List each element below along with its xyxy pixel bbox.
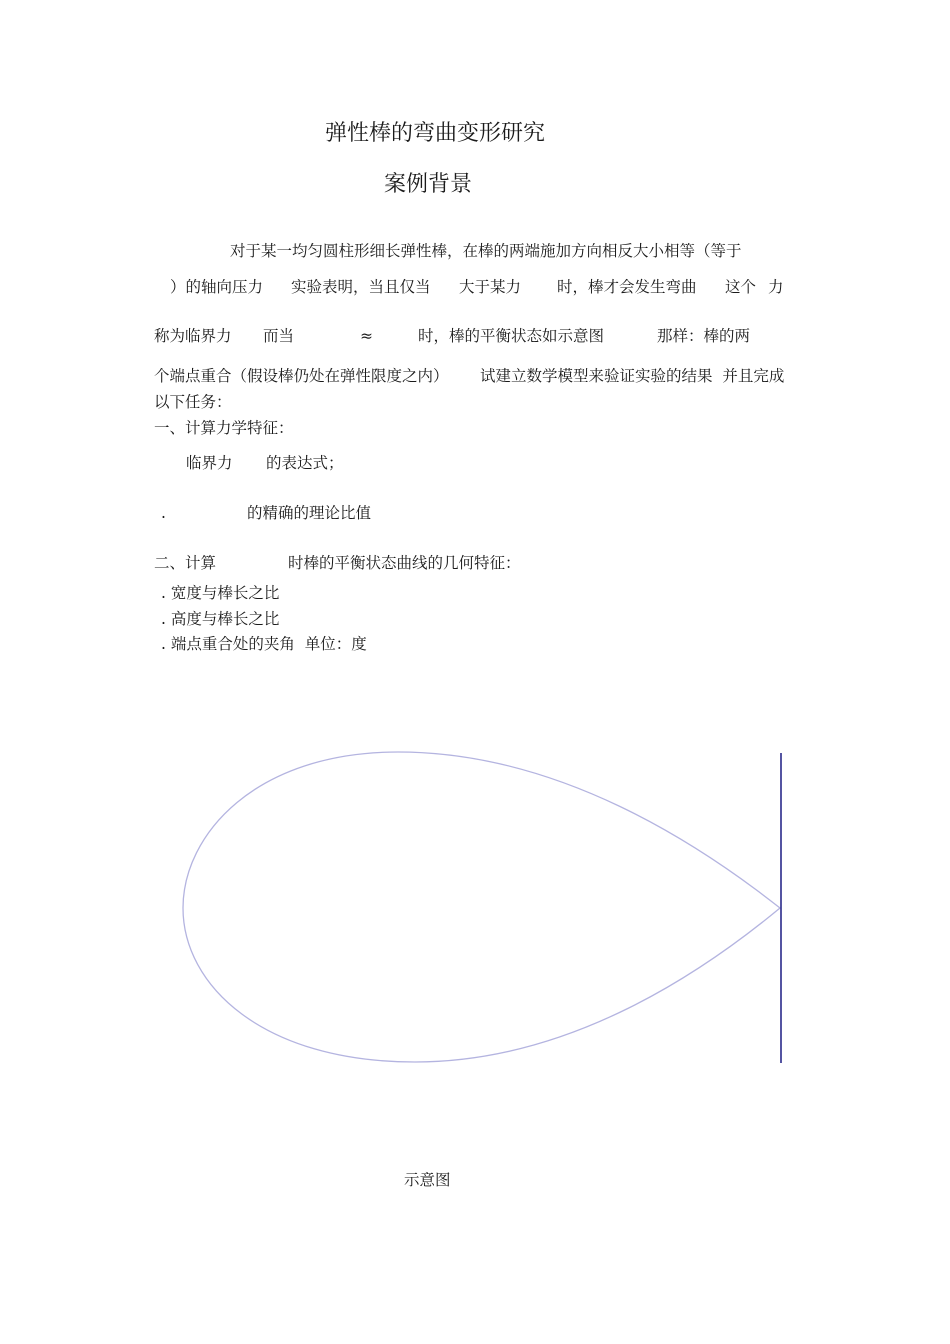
task-bullet: . bbox=[161, 504, 166, 522]
paragraph-line: 那样：棒的两 bbox=[657, 327, 751, 345]
paragraph-line: 时，棒的平衡状态如示意图 bbox=[418, 327, 605, 345]
paragraph-line: 对于某一均匀圆柱形细长弹性棒，在棒的两端施加方向相反大小相等（等于 bbox=[230, 242, 742, 260]
task-item: 临界力 bbox=[186, 454, 233, 472]
paragraph-line: 试建立数学模型来验证实验的结果 并且完成 bbox=[480, 367, 785, 385]
paragraph-line: 而当 bbox=[263, 327, 295, 345]
task-item: 的精确的理论比值 bbox=[247, 504, 372, 522]
paragraph-line: 这个 bbox=[725, 278, 757, 296]
task-item: . 高度与棒长之比 bbox=[161, 610, 280, 628]
task-item: . 端点重合处的夹角 单位：度 bbox=[161, 635, 367, 653]
rod-curve bbox=[183, 752, 780, 1062]
paragraph-line: ）的轴向压力 bbox=[170, 278, 264, 296]
document-title: 弹性棒的弯曲变形研究 bbox=[325, 121, 546, 146]
approx-symbol: ≈ bbox=[360, 327, 373, 345]
paragraph-line: 个端点重合（假设棒仍处在弹性限度之内） bbox=[154, 367, 449, 385]
section-subtitle: 案例背景 bbox=[384, 172, 473, 197]
task-item: . 宽度与棒长之比 bbox=[161, 584, 280, 602]
task-item: 的表达式； bbox=[266, 454, 344, 472]
paragraph-line: 时，棒才会发生弯曲 bbox=[557, 278, 697, 296]
section-heading: 时棒的平衡状态曲线的几何特征： bbox=[288, 554, 521, 572]
section-heading: 二、计算 bbox=[154, 554, 217, 572]
paragraph-line: 实验表明，当且仅当 bbox=[291, 278, 431, 296]
paragraph-line: 以下任务： bbox=[154, 393, 232, 411]
paragraph-line: 大于某力 bbox=[459, 278, 522, 296]
paragraph-line: 力 bbox=[768, 278, 784, 296]
section-heading: 一、计算力学特征： bbox=[154, 419, 294, 437]
paragraph-line: 称为临界力 bbox=[154, 327, 232, 345]
figure-caption: 示意图 bbox=[404, 1171, 451, 1189]
